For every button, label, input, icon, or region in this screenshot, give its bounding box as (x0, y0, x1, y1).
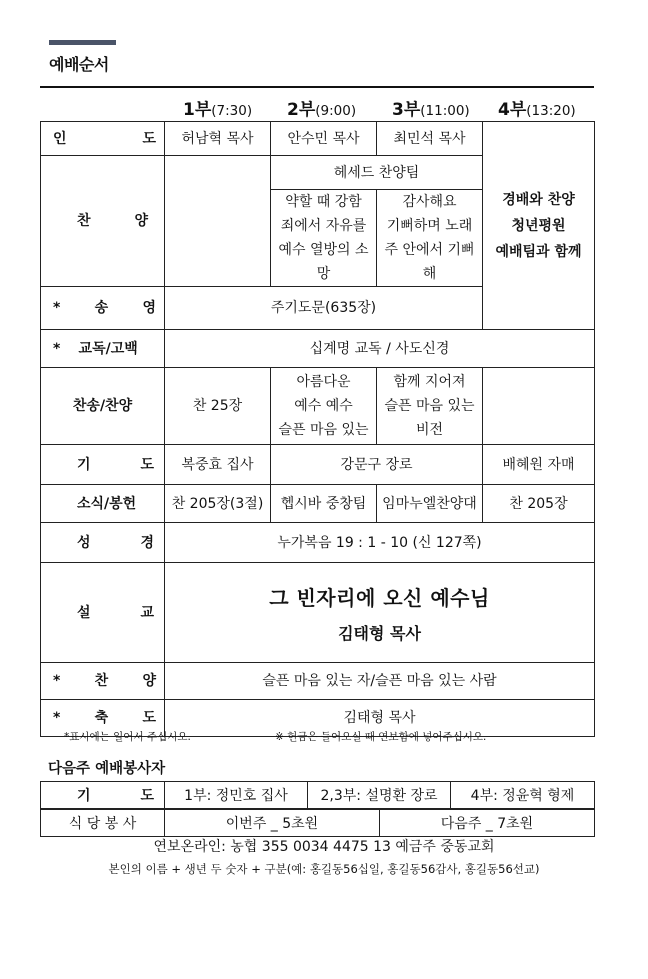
news-s3: 임마누엘찬양대 (377, 485, 483, 523)
hymn1-value: 주기도문(635장) (165, 287, 483, 330)
section-title: 예배순서 (49, 55, 109, 74)
next-week-table (40, 781, 595, 809)
service-1-header: 1부(7:30) (183, 100, 253, 120)
row-hymn2 (41, 663, 595, 700)
header-rule (40, 86, 594, 88)
row-sermon (41, 563, 595, 663)
label-scripture: 성 경 (41, 523, 165, 563)
sermon-block (165, 563, 595, 663)
hymn2-value: 슬픈 마음 있는 자/슬픈 마음 있는 사람 (165, 663, 595, 700)
label-benediction: * 축 도 (41, 700, 165, 737)
label-confession: * 교독/고백 (41, 330, 165, 368)
row-prayer (41, 445, 595, 485)
online-offering-instructions: 본인의 이름 + 생년 두 숫자 + 구분(예: 홍길동56십일, 홍길동56감사, 홍길동56선교) (108, 862, 540, 876)
leader-s2: 안수민 목사 (271, 122, 377, 156)
benediction-value: 김태형 목사 (165, 700, 595, 737)
kitchen-next-week: 다음주 _ 7초원 (380, 810, 595, 837)
praise-team: 헤세드 찬양팀 (271, 156, 483, 190)
kitchen-this-week: 이번주 _ 5초원 (165, 810, 380, 837)
leader-s1: 허남혁 목사 (165, 122, 271, 156)
label-hymn1: * 송 영 (41, 287, 165, 330)
news-s1: 찬 205장(3절) (165, 485, 271, 523)
row-news (41, 485, 595, 523)
sermon-title: 그 빈자리에 오신 예수님 (269, 585, 490, 610)
service-4-header: 4부(13:20) (498, 100, 576, 120)
next-prayer-row (41, 782, 595, 809)
online-offering-account: 연보온라인: 농협 355 0034 4475 13 예금주 중동교회 (153, 839, 495, 855)
kitchen-table (40, 809, 595, 837)
label-hymn2: * 찬 양 (41, 663, 165, 700)
label-anthem: 찬송/찬양 (41, 368, 165, 445)
row-anthem (41, 368, 595, 445)
next-week-title: 다음주 예배봉사자 (48, 761, 166, 777)
label-leader: 인 도 (41, 122, 165, 156)
service-3-header: 3부(11:00) (392, 100, 470, 120)
next-prayer-c1: 1부: 정민호 집사 (165, 782, 308, 809)
kitchen-label: 식 당 봉 사 (41, 810, 165, 837)
title-accent-bar (49, 40, 116, 45)
row-scripture (41, 523, 595, 563)
praise-s2-songs: 약할 때 강함 죄에서 자유를 예수 열방의 소망 (271, 190, 377, 287)
news-s4: 찬 205장 (483, 485, 595, 523)
worship-order-table (40, 121, 595, 737)
prayer-s4: 배혜원 자매 (483, 445, 595, 485)
confession-value: 십계명 교독 / 사도신경 (165, 330, 595, 368)
service-2-header: 2부(9:00) (287, 100, 357, 120)
label-prayer: 기 도 (41, 445, 165, 485)
anthem-s1: 찬 25장 (165, 368, 271, 445)
label-news: 소식/봉헌 (41, 485, 165, 523)
scripture-value: 누가복음 19 : 1 - 10 (신 127쪽) (165, 523, 595, 563)
offering-note: ※ 헌금은 들어오실 때 연보함에 넣어주십시오. (275, 731, 487, 743)
row-confession (41, 330, 595, 368)
prayer-s1: 복중효 집사 (165, 445, 271, 485)
label-praise: 찬 양 (41, 156, 165, 287)
prayer-s23: 강문구 장로 (271, 445, 483, 485)
stand-note: *표시에는 일어서 주십시오. (64, 731, 191, 743)
kitchen-row (41, 810, 595, 837)
row-leader (41, 122, 595, 156)
label-sermon: 설 교 (41, 563, 165, 663)
anthem-s3: 함께 지어져 슬픈 마음 있는 비전 (377, 368, 483, 445)
next-prayer-c3: 4부: 정윤혁 형제 (451, 782, 595, 809)
next-prayer-c2: 2,3부: 설명환 장로 (308, 782, 451, 809)
praise-s1-empty (165, 156, 271, 287)
praise-s3-songs: 감사해요 기뻐하며 노래 주 안에서 기뻐해 (377, 190, 483, 287)
s4-praise-block: 경배와 찬양 청년평원 예배팀과 함께 (483, 122, 595, 330)
news-s2: 헵시바 중창팀 (271, 485, 377, 523)
leader-s3: 최민석 목사 (377, 122, 483, 156)
anthem-s4-empty (483, 368, 595, 445)
next-prayer-label: 기 도 (41, 782, 165, 809)
sermon-preacher: 김태형 목사 (338, 623, 421, 643)
anthem-s2: 아름다운 예수 예수 슬픈 마음 있는 (271, 368, 377, 445)
